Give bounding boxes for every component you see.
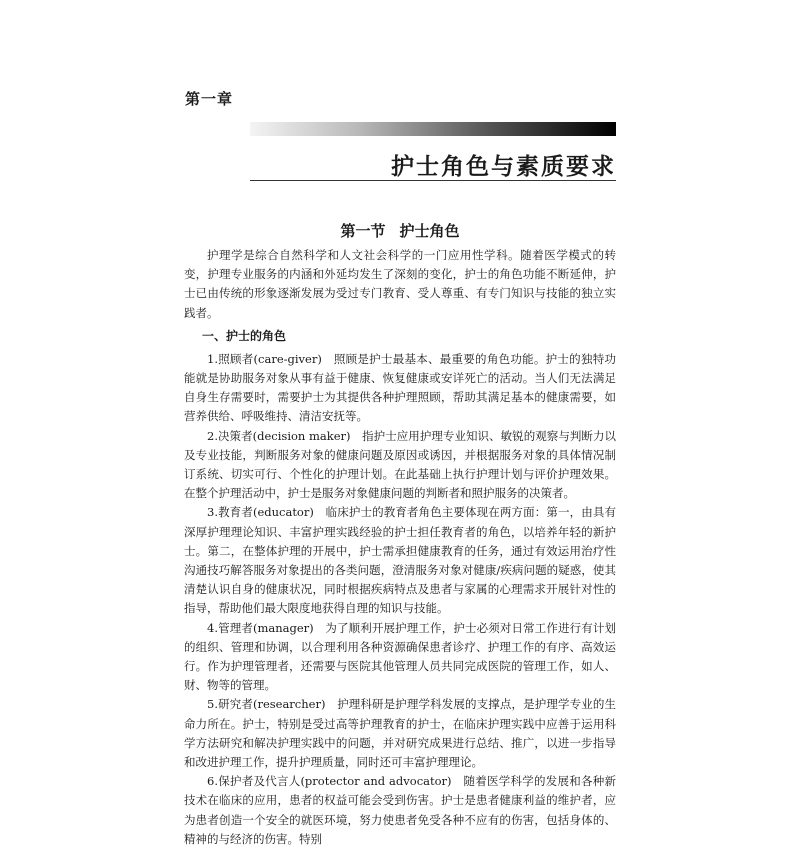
section-number: 第一节: [340, 222, 386, 240]
subheading: 一、护士的角色: [202, 328, 287, 343]
role-paragraph-researcher: 5.研究者(researcher) 护理科研是护理学科发展的支撑点，是护理学专业的生命力所在。护士，特别是受过高等护理教育的护士，在临床护理实践中应善于运用科学方法研究和解决护理实践中的问题，并对研究成果进行总结、推广，以进一步指导和改进护理工作，提升护理质量，同时还可丰富护理理论。: [184, 697, 616, 770]
section-title: 护士角色: [399, 222, 460, 240]
role-paragraph-manager: 4.管理者(manager) 为了顺利开展护理工作，护士必须对日常工作进行有计划的组织、管理和协调，以合理利用各种资源确保患者诊疗、护理工作的有序、高效运行。作为护理管理者，还需要与医院其他管理人员共同完成医院的管理工作，如人、财、物等的管理。: [184, 620, 616, 693]
role-paragraph-decision-maker: 2.决策者(decision maker) 指护士应用护理专业知识、敏锐的观察与判断力以及专业技能，判断服务对象的健康问题及原因或诱因，并根据服务对象的具体情况制订系统、切实可行、个性化的护理计划。在此基础上执行护理计划与评价护理效果。在整个护理活动中，护士是服务对象健康问题的判断者和照护服务的决策者。: [184, 428, 616, 501]
chapter-title-rule: [250, 180, 616, 181]
role-paragraph-caregiver: 1.照顾者(care-giver) 照顾是护士最基本、最重要的角色功能。护士的独特功能就是协助服务对象从事有益于健康、恢复健康或安详死亡的活动。当人们无法满足自身生存需要时，需要护士为其提供各种护理照顾，帮助其满足基本的健康需要，如营养供给、呼吸维持、清洁安抚等。: [184, 351, 616, 424]
role-paragraph-educator: 3.教育者(educator) 临床护士的教育者角色主要体现在两方面：第一，由具有深厚护理理论知识、丰富护理实践经验的护士担任教育者的角色，以培养年轻的新护士。第二，在整体护理的开展中，护士需承担健康教育的任务，通过有效运用治疗性沟通技巧解答服务对象提出的各类问题，澄清服务对象对健康/疾病问题的疑惑，使其清楚认识自身的健康状况，同时根据疾病特点及患者与家属的心理需求开展针对性的指导，帮助他们最大限度地获得自理的知识与技能。: [184, 505, 616, 616]
role-paragraph-protector: 6.保护者及代言人(protector and advocator) 随着医学科学的发展和各种新技术在临床的应用，患者的权益可能会受到伤害。护士是患者健康利益的维护者，应为患者创造一个安全的就医环境，努力使患者免受各种不应有的伤害，包括身体的、精神的与经济的伤害。特别: [184, 774, 616, 846]
chapter-label: 第一章: [185, 90, 234, 108]
body-text: [184, 246, 616, 849]
intro-paragraph: 护理学是综合自然科学和人文社会科学的一门应用性学科。随着医学模式的转变，护理专业服务的内涵和外延均发生了深刻的变化，护士的角色功能不断延伸，护士已由传统的形象逐渐发展为受过专门教育、受人尊重、有专门知识与技能的独立实践者。: [184, 248, 616, 320]
section-heading: [0, 220, 800, 241]
chapter-title: 护士角色与素质要求: [391, 154, 616, 180]
chapter-gradient-bar: [250, 122, 616, 136]
